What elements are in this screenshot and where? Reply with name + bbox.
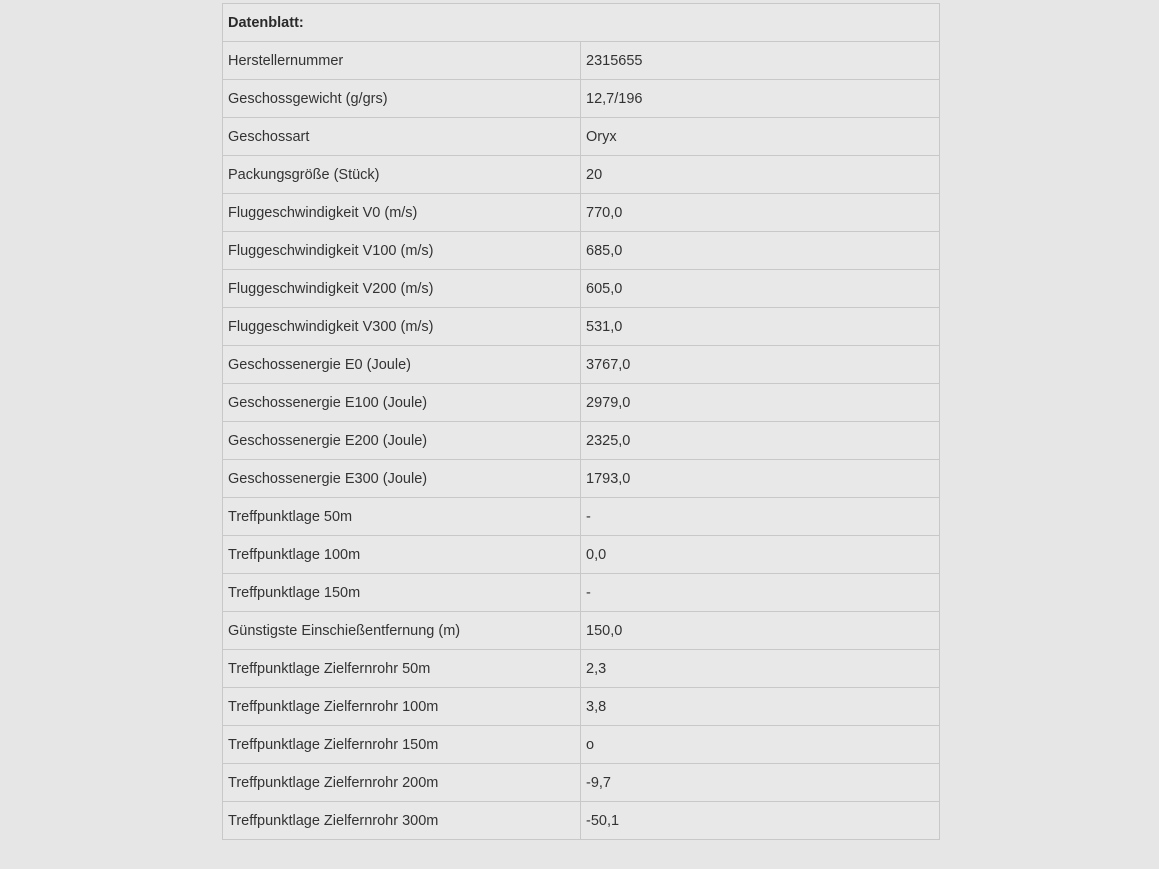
row-label: Günstigste Einschießentfernung (m) xyxy=(223,612,581,650)
row-label: Herstellernummer xyxy=(223,42,581,80)
table-row xyxy=(223,346,940,384)
row-label: Fluggeschwindigkeit V300 (m/s) xyxy=(223,308,581,346)
row-label: Geschossenergie E100 (Joule) xyxy=(223,384,581,422)
row-label: Treffpunktlage Zielfernrohr 300m xyxy=(223,802,581,840)
row-label: Fluggeschwindigkeit V0 (m/s) xyxy=(223,194,581,232)
row-label: Geschossenergie E200 (Joule) xyxy=(223,422,581,460)
row-value: 1793,0 xyxy=(581,460,940,498)
row-label: Treffpunktlage 150m xyxy=(223,574,581,612)
row-value: 605,0 xyxy=(581,270,940,308)
row-value: 770,0 xyxy=(581,194,940,232)
datasheet-table xyxy=(222,3,940,840)
row-label: Treffpunktlage Zielfernrohr 50m xyxy=(223,650,581,688)
table-row xyxy=(223,422,940,460)
datasheet-header-row xyxy=(223,4,940,42)
row-label: Fluggeschwindigkeit V100 (m/s) xyxy=(223,232,581,270)
datasheet-body xyxy=(223,42,940,840)
row-value: 2325,0 xyxy=(581,422,940,460)
row-value: 0,0 xyxy=(581,536,940,574)
row-label: Geschossgewicht (g/grs) xyxy=(223,80,581,118)
table-row xyxy=(223,308,940,346)
row-value: 12,7/196 xyxy=(581,80,940,118)
row-value: 20 xyxy=(581,156,940,194)
table-row xyxy=(223,460,940,498)
table-row xyxy=(223,536,940,574)
table-row xyxy=(223,498,940,536)
row-value: o xyxy=(581,726,940,764)
row-value: 2979,0 xyxy=(581,384,940,422)
table-row xyxy=(223,42,940,80)
table-row xyxy=(223,802,940,840)
table-row xyxy=(223,574,940,612)
row-value: - xyxy=(581,574,940,612)
table-row xyxy=(223,118,940,156)
row-label: Treffpunktlage Zielfernrohr 100m xyxy=(223,688,581,726)
row-value: 3,8 xyxy=(581,688,940,726)
row-value: -50,1 xyxy=(581,802,940,840)
row-label: Fluggeschwindigkeit V200 (m/s) xyxy=(223,270,581,308)
row-value: 2,3 xyxy=(581,650,940,688)
row-label: Treffpunktlage 50m xyxy=(223,498,581,536)
table-row xyxy=(223,384,940,422)
row-value: 150,0 xyxy=(581,612,940,650)
row-label: Geschossenergie E0 (Joule) xyxy=(223,346,581,384)
row-value: 2315655 xyxy=(581,42,940,80)
row-label: Treffpunktlage Zielfernrohr 150m xyxy=(223,726,581,764)
table-row xyxy=(223,156,940,194)
row-label: Treffpunktlage Zielfernrohr 200m xyxy=(223,764,581,802)
row-value: - xyxy=(581,498,940,536)
table-row xyxy=(223,270,940,308)
table-row xyxy=(223,688,940,726)
row-value: 685,0 xyxy=(581,232,940,270)
row-value: Oryx xyxy=(581,118,940,156)
row-value: -9,7 xyxy=(581,764,940,802)
table-row xyxy=(223,80,940,118)
table-row xyxy=(223,726,940,764)
datasheet-title: Datenblatt: xyxy=(223,4,940,42)
table-row xyxy=(223,612,940,650)
table-row xyxy=(223,650,940,688)
table-row xyxy=(223,232,940,270)
table-row xyxy=(223,764,940,802)
row-value: 3767,0 xyxy=(581,346,940,384)
row-label: Treffpunktlage 100m xyxy=(223,536,581,574)
row-label: Packungsgröße (Stück) xyxy=(223,156,581,194)
row-value: 531,0 xyxy=(581,308,940,346)
table-row xyxy=(223,194,940,232)
row-label: Geschossart xyxy=(223,118,581,156)
row-label: Geschossenergie E300 (Joule) xyxy=(223,460,581,498)
